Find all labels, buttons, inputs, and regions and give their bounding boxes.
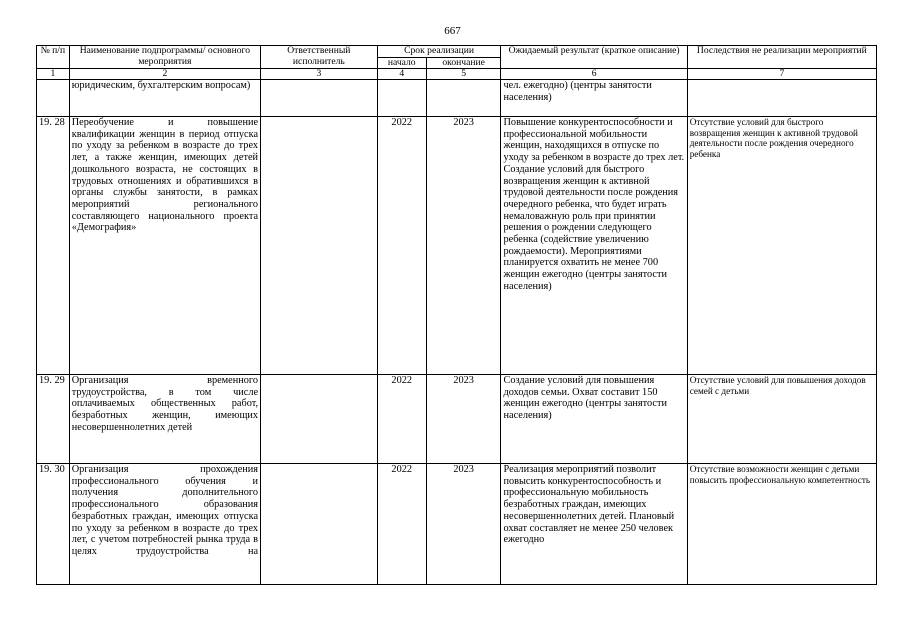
row-expected: Повышение конкурентоспособности и профессиональной мобильности женщин, находящихся в отпуске по уходу за ребенком в возрасте до трех лет. Создание условий для быстрого возвращения женщин к активной трудовой деятельности после рождения очередного ребенка, что будет играть немаловажную роль при принятии решения о рождении следующего ребенка (содействие увеличению рождаемости). Мероприятиями планируется охватить не менее 700 женщин ежегодно (центры занятости населения): [501, 117, 687, 375]
column-number: 5: [426, 69, 501, 80]
row-num: 19. 30: [37, 464, 70, 585]
row-end: 2023: [426, 117, 501, 375]
row-start: 2022: [377, 375, 426, 464]
row-start: [377, 80, 426, 117]
column-number: 4: [377, 69, 426, 80]
row-responsible: [261, 80, 378, 117]
table-row: [37, 464, 877, 585]
header-name: Наименование подпрограммы/ основного мероприятия: [69, 46, 260, 69]
column-number: 1: [37, 69, 70, 80]
row-name: юридическим, бухгалтерским вопросам): [69, 80, 260, 117]
row-end: [426, 80, 501, 117]
row-expected: Создание условий для повышения доходов семьи. Охват составит 150 женщин ежегодно (центры занятости населения): [501, 375, 687, 464]
row-consequences: Отсутствие условий для быстрого возвращения женщин к активной трудовой деятельности после рождения очередного ребенка: [687, 117, 876, 375]
column-number: 7: [687, 69, 876, 80]
header-row: [37, 46, 877, 58]
table-row: [37, 80, 877, 117]
row-end: 2023: [426, 375, 501, 464]
table-row: [37, 375, 877, 464]
header-period: Срок реализации: [377, 46, 501, 58]
row-start: 2022: [377, 117, 426, 375]
header-consequences: Последствия не реализации мероприятий: [687, 46, 876, 69]
row-end: 2023: [426, 464, 501, 585]
header-num: № п/п: [37, 46, 70, 69]
row-num: [37, 80, 70, 117]
row-start: 2022: [377, 464, 426, 585]
table-row: [37, 117, 877, 375]
column-number: 3: [261, 69, 378, 80]
row-num: 19. 28: [37, 117, 70, 375]
header-expected: Ожидаемый результат (краткое описание): [501, 46, 687, 69]
column-number: 6: [501, 69, 687, 80]
row-num: 19. 29: [37, 375, 70, 464]
column-number-row: [37, 69, 877, 80]
row-consequences: Отсутствие условий для повышения доходов семей с детьми: [687, 375, 876, 464]
row-consequences: Отсутствие возможности женщин с детьми повысить профессиональную компетентность: [687, 464, 876, 585]
column-number: 2: [69, 69, 260, 80]
header-start: начало: [377, 57, 426, 69]
row-name: Организация прохождения профессионального обучения и получения дополнительного профессионального образования безработных граждан, имеющих отпуска по уходу за ребенком в возрасте до трех лет, с учетом потребностей рынка труда в целях трудоустройства на: [69, 464, 260, 585]
row-expected: чел. ежегодно) (центры занятости населения): [501, 80, 687, 117]
row-name: Организация временного трудоустройства, в том числе оплачиваемых общественных работ, безработных женщин, имеющих несовершеннолетних детей: [69, 375, 260, 464]
header-responsible: Ответственный исполнитель: [261, 46, 378, 69]
row-responsible: [261, 464, 378, 585]
program-table: [36, 45, 877, 585]
row-expected: Реализация мероприятий позволит повысить конкурентоспособность и профессиональную мобильность безработных граждан, имеющих несовершеннолетних детей. Плановый охват составляет не менее 250 человек ежегодно: [501, 464, 687, 585]
row-responsible: [261, 375, 378, 464]
row-responsible: [261, 117, 378, 375]
page-number: 667: [444, 25, 461, 37]
row-consequences: [687, 80, 876, 117]
row-name: Переобучение и повышение квалификации женщин в период отпуска по уходу за ребенком в возрасте до трех лет, а также женщин, имеющих детей дошкольного возраста, не состоящих в трудовых отношениях и обратившихся в органы службы занятости, в рамках мероприятий регионального составляющего национального проекта «Демография»: [69, 117, 260, 375]
header-end: окончание: [426, 57, 501, 69]
